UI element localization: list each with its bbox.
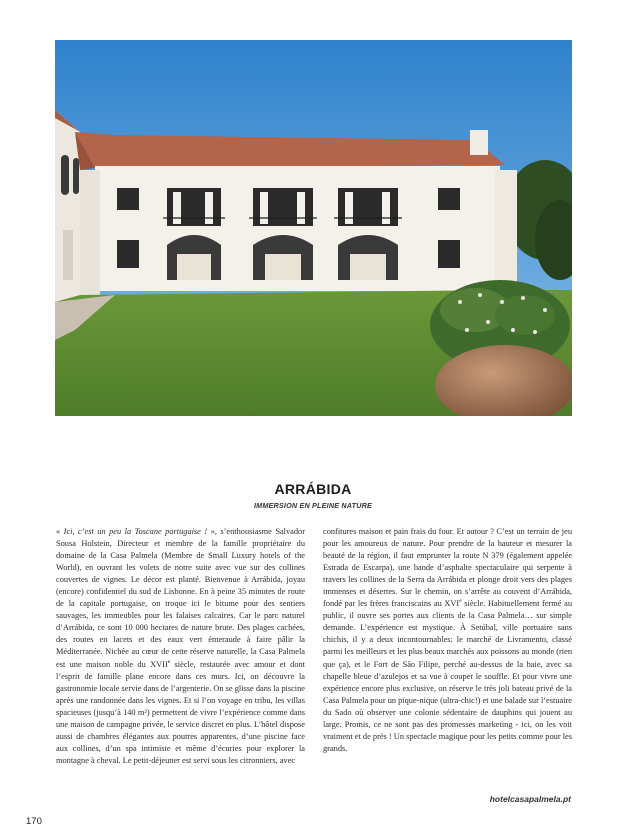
hotel-photo bbox=[55, 40, 572, 416]
article-title: ARRÁBIDA bbox=[274, 481, 352, 497]
hotel-website-link[interactable]: hotelcasapalmela.pt bbox=[489, 794, 571, 804]
article-column-2 bbox=[323, 526, 572, 755]
article-subtitle: IMMERSION EN PLEINE NATURE bbox=[253, 501, 373, 510]
page-number: 170 bbox=[26, 816, 42, 827]
column-1-text: « Ici, c’est un peu la Toscane portugaise ! », s’enthousiasme Salvador Sousa Holstein, Directeur et membre de la famille propriétaire du domaine de la Casa Palmela (Membre de Small Luxury hotels of the World), en ouvrant les volets de notre suite avec vue sur des collines couvertes de vignes. Le décor est planté. Bienvenue à Arrábida, joyau (encore) confidentiel du sud de Lisbonne. En à peine 35 minutes de route de la capitale portugaise, on troque ici le bitume pour des sentiers sauvages, les immeubles pour les falaises calcaires. Car le parc naturel d’Arrábida, ce sont 10 000 hectares de nature brute. Des plages cachées, des routes en lacets et des eaux vert émeraude à faire pâlir la Méditerranée. Nichée au cœur de cette réserve naturelle, la Casa Palmela est une maison noble du XVIIe siècle, restaurée avec amour et dont l’esprit de famille plane encore dans ces murs. Ici, on découvre la gastronomie locale servie dans de l’argenterie. On se glisse dans la piscine après une randonnée dans les vignes. Et si l’on voyage en tribu, les villas spacieuses (jusqu’à 140 m²) permettent de vivre l’expérience comme dans une maison de campagne privée, le service discret en plus. L’hôtel dispose aussi de chambres élégantes aux poutres apparentes, d’une piscine face aux collines, d’un spa intimiste et même d’écuries pour explorer la montagne à cheval. Le petit-déjeuner est servi sous les citronniers, avec bbox=[56, 527, 306, 765]
article-column-1 bbox=[56, 526, 305, 767]
column-2-text: confitures maison et pain frais du four. Et autour ? C’est un terrain de jeu pour les amoureux de nature. Pour prendre de la hauteur et mesurer la beauté de la région, il faut emprunter la route N 379 (également appelée Estrada de Escarpa), une bande d’asphalte spectaculaire qui serpente à travers les collines de la Serra da Arrábida et plonge droit vers des plages immenses et désertes. Sur le chemin, on s’arrête au couvent d’Arrábida, fondé par les frères franciscains au XVIe siècle. Habituellement fermé au public, il ouvre ses portes aux clients de la Casa Palmela… sur simple demande. L’expérience est mystique. À Setúbal, ville portuaire sans chichis, il y a deux incontournables: le marché de Livramento, classé parmi les meilleurs et les plus beaux marchés aux poissons au monde (rien que ça), et le Fort de São Filipe, perché au-dessus de la baie, avec sa chapelle bleue d’azulejos et sa vue à couper le souffle. Et pour vivre une expérience encore plus exclusive, on réserve le très joli bateau privé de la Casa Palmela pour un pique-nique (ultra-chic!) et une balade sur l’estuaire du Sado où observer une colonie sédentaire de dauphins qui jouent au large. Promis, ce ne sont pas des promesses marketing - ici, on les voit vraiment et de près ! Un spectacle magique pour les petits comme pour les grands. bbox=[323, 527, 572, 753]
